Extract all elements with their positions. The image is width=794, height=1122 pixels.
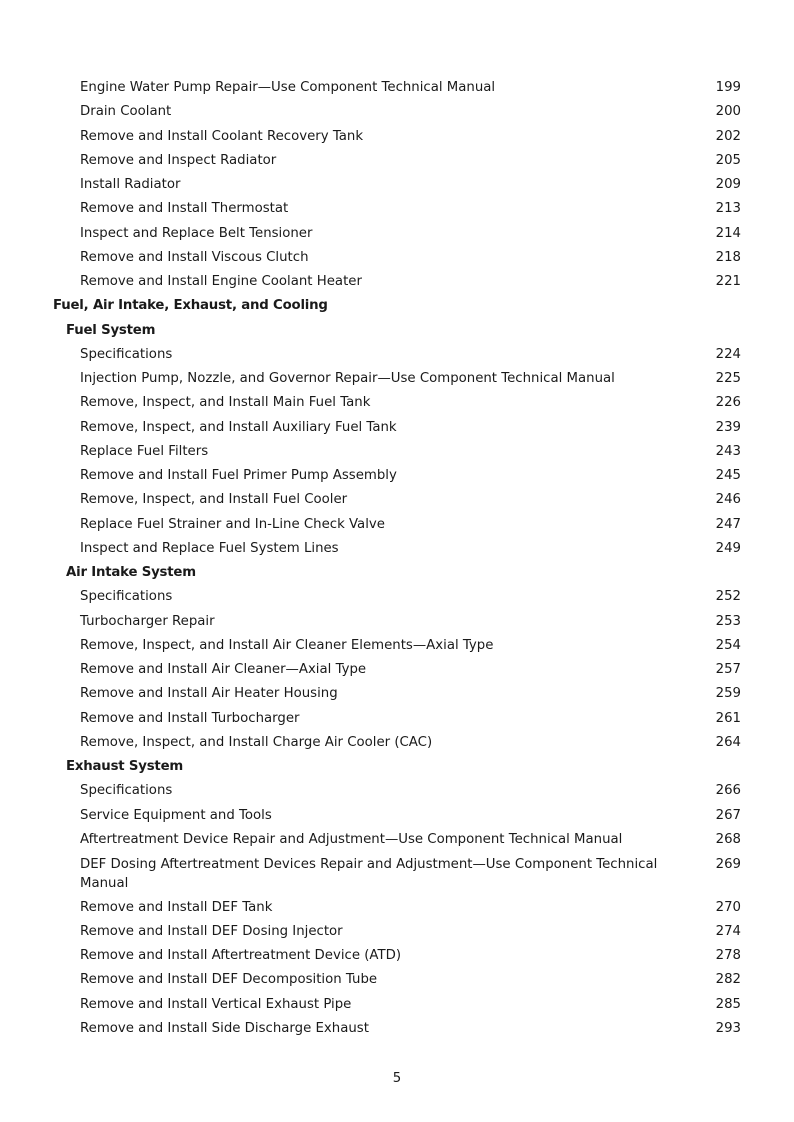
toc-entry-page: 209	[715, 177, 741, 192]
toc-entry-page: 257	[715, 662, 741, 677]
toc-entry[interactable]	[0, 100, 794, 124]
toc-entry[interactable]	[0, 391, 794, 415]
toc-entry-title: Remove and Install Side Discharge Exhaust	[80, 1020, 369, 1036]
toc-entry[interactable]	[0, 343, 794, 367]
toc-entry-title: Remove and Install Viscous Clutch	[80, 249, 309, 265]
toc-entry-page: 267	[715, 807, 741, 823]
toc-entry-page: 225	[715, 371, 741, 386]
toc-entry-page: 205	[715, 152, 741, 168]
toc-entry-page: 268	[715, 831, 741, 847]
toc-entry-title: Remove, Inspect, and Install Main Fuel Tank	[80, 395, 371, 411]
toc-entry-page: 247	[715, 516, 741, 532]
toc-entry[interactable]	[0, 634, 794, 658]
toc-entry-title: Remove, Inspect, and Install Auxiliary Fuel Tank	[80, 419, 397, 435]
toc-entry-title: Drain Coolant	[80, 104, 172, 120]
toc-section-heading[interactable]: Fuel, Air Intake, Exhaust, and Cooling	[53, 298, 328, 314]
toc-entry-page: 218	[715, 249, 741, 265]
toc-entry-title: Remove and Install Engine Coolant Heater	[80, 274, 362, 289]
toc-entry-page: 245	[715, 468, 741, 483]
toc-entry[interactable]	[0, 707, 794, 731]
toc-entry-title: Remove and Inspect Radiator	[80, 152, 277, 168]
toc-entry[interactable]	[0, 944, 794, 968]
toc-entry-page: 202	[715, 128, 741, 144]
toc-entry-title: Remove and Install DEF Dosing Injector	[80, 923, 343, 939]
toc-entry-page: 213	[715, 201, 741, 217]
toc-entry[interactable]	[0, 658, 794, 682]
toc-entry-page: 252	[715, 589, 741, 605]
toc-entry-page: 293	[715, 1020, 741, 1036]
toc-entry-title: Remove and Install Fuel Primer Pump Assembly	[80, 468, 397, 483]
toc-entry-title: Remove and Install Coolant Recovery Tank	[80, 128, 364, 144]
toc-entry-title: Install Radiator	[80, 177, 181, 192]
toc-entry-page: 264	[715, 734, 741, 750]
toc-entry-page: 253	[715, 613, 741, 629]
toc-entry[interactable]	[0, 993, 794, 1017]
toc-entry[interactable]	[0, 440, 794, 464]
toc-subsection-heading[interactable]: Fuel System	[66, 322, 156, 338]
toc-entry-title: Remove and Install Air Heater Housing	[80, 686, 338, 702]
table-of-contents	[0, 76, 794, 1041]
toc-entry-title: Inspect and Replace Fuel System Lines	[80, 540, 339, 556]
toc-entry[interactable]	[0, 76, 794, 100]
toc-entry[interactable]	[0, 779, 794, 803]
toc-entry-title: Replace Fuel Strainer and In-Line Check Valve	[80, 516, 385, 532]
toc-entry-title: Engine Water Pump Repair—Use Component Technical Manual	[80, 80, 496, 95]
toc-entry[interactable]	[0, 246, 794, 270]
toc-entry[interactable]	[0, 416, 794, 440]
toc-entry-title: Remove, Inspect, and Install Air Cleaner Elements—Axial Type	[80, 637, 494, 653]
toc-entry[interactable]	[0, 125, 794, 149]
toc-entry[interactable]	[0, 610, 794, 634]
toc-entry-title: Remove and Install Vertical Exhaust Pipe	[80, 996, 352, 1012]
toc-entry-page: 266	[715, 783, 741, 799]
toc-entry-title: Specifications	[80, 589, 173, 605]
toc-entry-page: 261	[715, 710, 741, 726]
toc-entry-page: 214	[715, 225, 741, 241]
toc-entry[interactable]	[0, 464, 794, 488]
toc-entry-title: Remove and Install Air Cleaner—Axial Type	[80, 662, 367, 677]
toc-entry-title: Remove and Install DEF Decomposition Tube	[80, 972, 378, 988]
toc-entry[interactable]	[0, 682, 794, 706]
toc-subsection-heading[interactable]: Air Intake System	[66, 565, 196, 580]
toc-entry-page: 249	[715, 540, 741, 556]
toc-entry-page: 246	[715, 492, 741, 508]
toc-entry-title: Replace Fuel Filters	[80, 443, 209, 459]
toc-entry[interactable]	[0, 1017, 794, 1041]
toc-entry[interactable]	[0, 731, 794, 755]
toc-entry-page: 224	[715, 346, 741, 362]
toc-entry[interactable]	[0, 537, 794, 561]
toc-entry[interactable]	[0, 488, 794, 512]
toc-entry[interactable]	[0, 197, 794, 221]
toc-entry[interactable]	[0, 173, 794, 197]
toc-entry-page: 254	[715, 637, 741, 653]
toc-entry-title: Remove and Install Aftertreatment Device (ATD)	[80, 948, 402, 963]
toc-entry[interactable]	[0, 149, 794, 173]
toc-subsection-heading[interactable]: Exhaust System	[66, 759, 184, 774]
toc-entry[interactable]	[0, 896, 794, 920]
toc-entry-page: 199	[715, 80, 741, 95]
toc-entry[interactable]	[0, 367, 794, 391]
toc-entry[interactable]	[0, 852, 794, 896]
toc-entry-title: Remove, Inspect, and Install Fuel Cooler	[80, 492, 348, 508]
toc-entry-title: Remove, Inspect, and Install Charge Air Cooler (CAC)	[80, 734, 433, 750]
toc-entry-title: Inspect and Replace Belt Tensioner	[80, 225, 313, 241]
toc-entry-title: Specifications	[80, 783, 173, 799]
toc-entry[interactable]	[0, 920, 794, 944]
toc-entry-page: 200	[715, 104, 741, 120]
toc-entry-title: Remove and Install DEF Tank	[80, 899, 273, 915]
toc-entry-page: 285	[715, 996, 741, 1012]
toc-entry[interactable]	[0, 222, 794, 246]
toc-entry-title: Turbocharger Repair	[80, 613, 215, 629]
toc-entry-title: Specifications	[80, 346, 173, 362]
toc-entry-page: 270	[715, 899, 741, 915]
toc-entry-page: 243	[715, 443, 741, 459]
toc-entry-page: 278	[715, 948, 741, 963]
toc-entry-page: 239	[715, 419, 741, 435]
toc-entry[interactable]	[0, 804, 794, 828]
toc-entry[interactable]	[0, 513, 794, 537]
toc-entry-page: 226	[715, 395, 741, 411]
toc-entry-title: Service Equipment and Tools	[80, 807, 272, 823]
toc-entry-title: Aftertreatment Device Repair and Adjustment—Use Component Technical Manual	[80, 831, 623, 847]
toc-entry-page: 282	[715, 972, 741, 988]
toc-entry-page: 274	[715, 923, 741, 939]
toc-entry-title: DEF Dosing Aftertreatment Devices Repair and Adjustment—Use Component Technical Manual	[80, 856, 658, 891]
toc-entry-page: 259	[715, 686, 741, 702]
toc-entry[interactable]	[0, 270, 794, 294]
toc-entry-page: 269	[715, 856, 741, 872]
toc-entry-title: Remove and Install Turbocharger	[80, 710, 300, 726]
toc-entry-title: Injection Pump, Nozzle, and Governor Repair—Use Component Technical Manual	[80, 371, 615, 386]
toc-entry[interactable]	[0, 585, 794, 609]
toc-entry[interactable]	[0, 828, 794, 852]
toc-entry-page: 221	[715, 274, 741, 289]
toc-entry[interactable]	[0, 968, 794, 992]
page-number: 5	[392, 1071, 402, 1086]
toc-entry-title: Remove and Install Thermostat	[80, 201, 289, 217]
